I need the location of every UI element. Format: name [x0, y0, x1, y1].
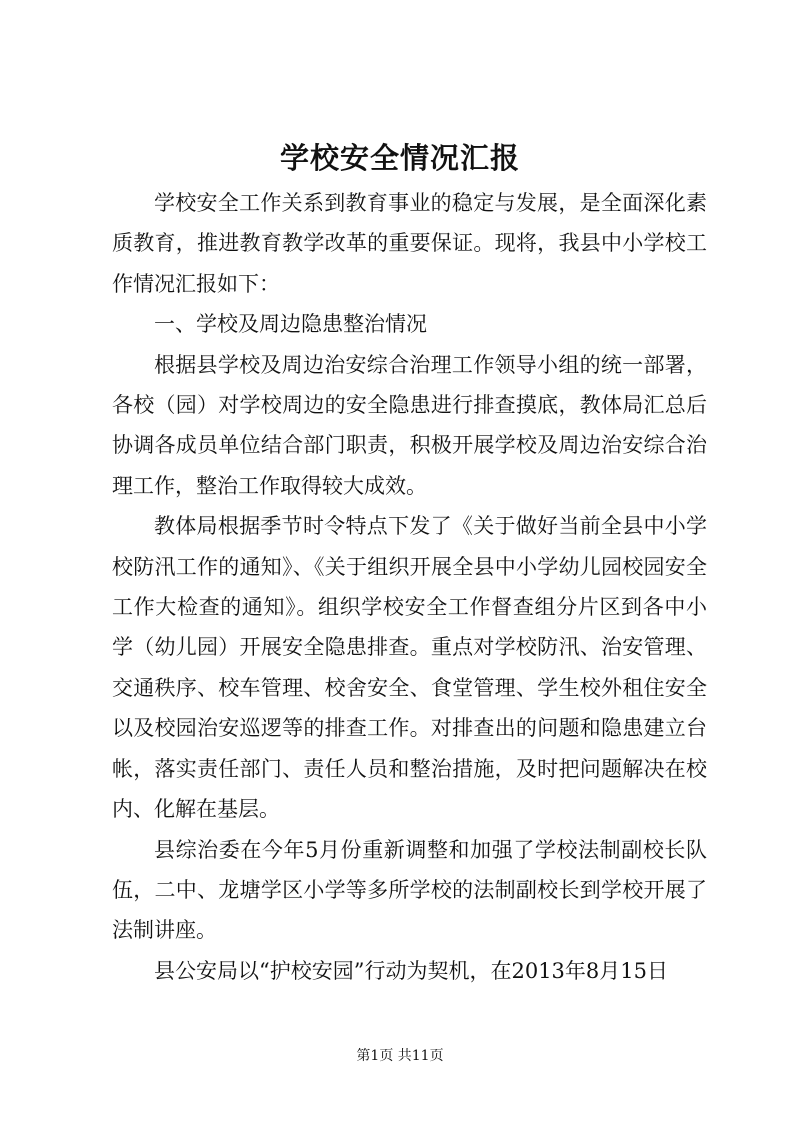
page-number: 第1页 共11页 — [356, 1048, 444, 1064]
paragraph-public-security: 县公安局以“护校安园”行动为契机，在2013年8月15日 — [154, 958, 668, 983]
document-body — [112, 183, 707, 991]
paragraph-deployment: 根据县学校及周边治安综合治理工作领导小组的统一部署，各校（园）对学校周边的安全隐患进行排查摸底，教体局汇总后协调各成员单位结合部门职责，积极开展学校及周边治安综合治理工作，整治工作取得较大成效。 — [112, 352, 707, 498]
paragraph-legal-vice-principal: 县综治委在今年5月份重新调整和加强了学校法制副校长队伍，二中、龙塘学区小学等多所学校的法制副校长到学校开展了法制讲座。 — [112, 837, 707, 943]
page-footer — [0, 1046, 800, 1066]
paragraph-intro: 学校安全工作关系到教育事业的稳定与发展，是全面深化素质教育，推进教育教学改革的重要保证。现将，我县中小学校工作情况汇报如下： — [112, 191, 707, 296]
section-heading: 一、学校及周边隐患整治情况 — [154, 312, 427, 337]
document-title: 学校安全情况汇报 — [279, 141, 520, 175]
paragraph-inspection: 教体局根据季节时令特点下发了《关于做好当前全县中小学校防汛工作的通知》、《关于组织开展全县中小学幼儿园校园安全工作大检查的通知》。组织学校安全工作督查组分片区到各中小学（幼儿园）开展安全隐患排查。重点对学校防汛、治安管理、交通秩序、校车管理、校舍安全、食堂管理、学生校外租住安全以及校园治安巡逻等的排查工作。对排查出的问题和隐患建立台帐，落实责任部门、责任人员和整治措施，及时把问题解决在校内、化解在基层。 — [112, 514, 707, 822]
